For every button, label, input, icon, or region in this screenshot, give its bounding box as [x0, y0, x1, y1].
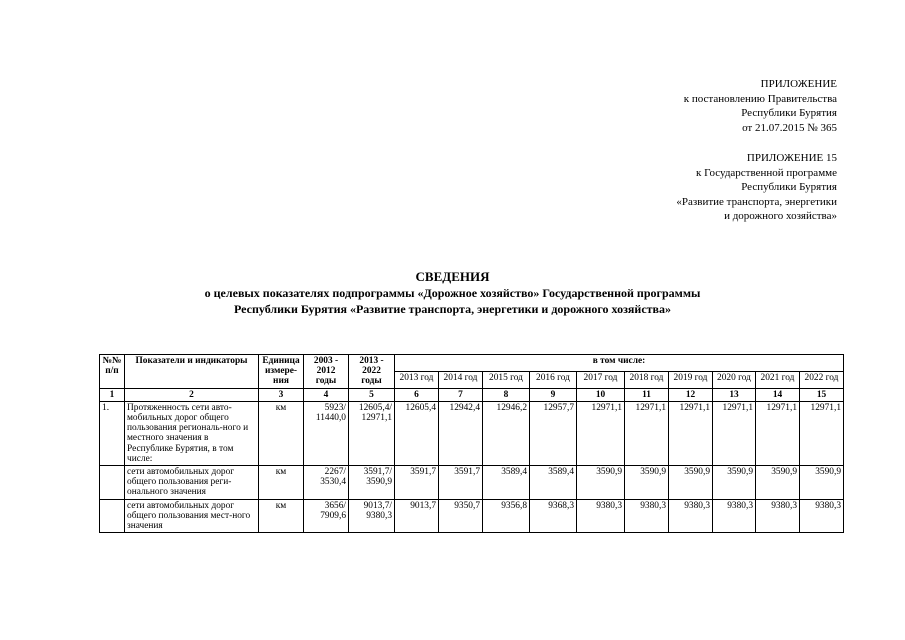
row-year-value: 9013,7 [395, 499, 439, 533]
column-number: 1 [100, 388, 125, 401]
header-unit: Единица измере-ния [259, 355, 304, 389]
row-year-value: 12971,1 [800, 401, 844, 465]
row-period-2013-2022: 3591,7/ 3590,9 [349, 466, 395, 500]
row-year-value: 9380,3 [800, 499, 844, 533]
row-year-value: 3591,7 [439, 466, 483, 500]
table-column-numbers-row [100, 388, 844, 401]
header-year: 2021 год [756, 371, 800, 388]
table-header-row [100, 355, 844, 372]
column-number: 6 [395, 388, 439, 401]
row-period-2003-2012: 5923/ 11440,0 [304, 401, 349, 465]
header-year: 2015 год [483, 371, 530, 388]
column-number: 2 [125, 388, 259, 401]
column-number: 14 [756, 388, 800, 401]
row-year-value: 9380,3 [577, 499, 625, 533]
column-number: 7 [439, 388, 483, 401]
row-period-2003-2012: 3656/ 7909,6 [304, 499, 349, 533]
header-year: 2014 год [439, 371, 483, 388]
row-year-value: 9380,3 [625, 499, 669, 533]
column-number: 11 [625, 388, 669, 401]
row-year-value: 9356,8 [483, 499, 530, 533]
row-year-value: 3590,9 [713, 466, 756, 500]
row-year-value: 9350,7 [439, 499, 483, 533]
row-year-value: 3589,4 [483, 466, 530, 500]
column-number: 12 [669, 388, 713, 401]
row-year-value: 3590,9 [800, 466, 844, 500]
row-unit: км [259, 466, 304, 500]
appendix-line: Республики Бурятия [741, 181, 837, 194]
row-indicator: Протяженность сети авто-мобильных дорог общего пользования региональ-ного и местного значения в Республике Бурятия, в том числе: [125, 401, 259, 465]
row-num [100, 499, 125, 533]
row-year-value: 3590,9 [669, 466, 713, 500]
row-year-value: 3589,4 [530, 466, 577, 500]
column-number: 5 [349, 388, 395, 401]
row-year-value: 9380,3 [713, 499, 756, 533]
document-title: СВЕДЕНИЯ [415, 269, 490, 284]
row-year-value: 12971,1 [713, 401, 756, 465]
table-row [100, 401, 844, 465]
row-year-value: 12971,1 [625, 401, 669, 465]
row-unit: км [259, 499, 304, 533]
appendix-line: от 21.07.2015 № 365 [742, 121, 837, 134]
appendix-line: ПРИЛОЖЕНИЕ [760, 78, 837, 90]
row-year-value: 9380,3 [756, 499, 800, 533]
row-indicator: сети автомобильных дорог общего пользования реги-онального значения [125, 466, 259, 500]
header-period-2013-2022: 2013 - 2022 годы [349, 355, 395, 389]
row-period-2003-2012: 2267/ 3530,4 [304, 466, 349, 500]
document-subtitle-line1: о целевых показателях подпрограммы «Дорожное хозяйство» Государственной программы [204, 286, 701, 300]
row-period-2013-2022: 12605,4/ 12971,1 [349, 401, 395, 465]
appendix-line: «Развитие транспорта, энергетики [676, 195, 837, 208]
appendix-line: Республики Бурятия [741, 107, 837, 120]
appendix-line: и дорожного хозяйства» [724, 210, 837, 223]
table-row [100, 499, 844, 533]
row-year-value: 9380,3 [669, 499, 713, 533]
header-year: 2018 год [625, 371, 669, 388]
row-year-value: 12957,7 [530, 401, 577, 465]
column-number: 4 [304, 388, 349, 401]
column-number: 3 [259, 388, 304, 401]
document-subtitle-line2: Республики Бурятия «Развитие транспорта, энергетики и дорожного хозяйства» [233, 302, 672, 316]
row-year-value: 3590,9 [577, 466, 625, 500]
header-year: 2022 год [800, 371, 844, 388]
row-year-value: 12971,1 [756, 401, 800, 465]
indicators-table [99, 354, 844, 533]
row-num [100, 466, 125, 500]
row-year-value: 12971,1 [577, 401, 625, 465]
row-year-value: 3590,9 [756, 466, 800, 500]
header-including: в том числе: [395, 355, 844, 372]
row-year-value: 12605,4 [395, 401, 439, 465]
appendix-line: ПРИЛОЖЕНИЕ 15 [746, 152, 837, 164]
header-year: 2016 год [530, 371, 577, 388]
column-number: 9 [530, 388, 577, 401]
appendix-program-block [676, 151, 837, 224]
appendix-resolution-block [684, 77, 837, 135]
header-period-2003-2012: 2003 - 2012 годы [304, 355, 349, 389]
row-year-value: 12942,4 [439, 401, 483, 465]
row-year-value: 12946,2 [483, 401, 530, 465]
column-number: 13 [713, 388, 756, 401]
header-year: 2013 год [395, 371, 439, 388]
column-number: 8 [483, 388, 530, 401]
appendix-line: к постановлению Правительства [683, 92, 837, 105]
row-year-value: 12971,1 [669, 401, 713, 465]
header-num: №№ п/п [100, 355, 125, 389]
document-heading [0, 268, 905, 317]
header-indicator: Показатели и индикаторы [125, 355, 259, 389]
row-indicator: сети автомобильных дорог общего пользования мест-ного значения [125, 499, 259, 533]
table-row [100, 466, 844, 500]
row-unit: км [259, 401, 304, 465]
row-num: 1. [100, 401, 125, 465]
row-year-value: 3591,7 [395, 466, 439, 500]
row-year-value: 9368,3 [530, 499, 577, 533]
header-year: 2020 год [713, 371, 756, 388]
row-year-value: 3590,9 [625, 466, 669, 500]
column-number: 15 [800, 388, 844, 401]
header-year: 2019 год [669, 371, 713, 388]
appendix-line: к Государственной программе [696, 166, 837, 179]
header-year: 2017 год [577, 371, 625, 388]
column-number: 10 [577, 388, 625, 401]
row-period-2013-2022: 9013,7/ 9380,3 [349, 499, 395, 533]
